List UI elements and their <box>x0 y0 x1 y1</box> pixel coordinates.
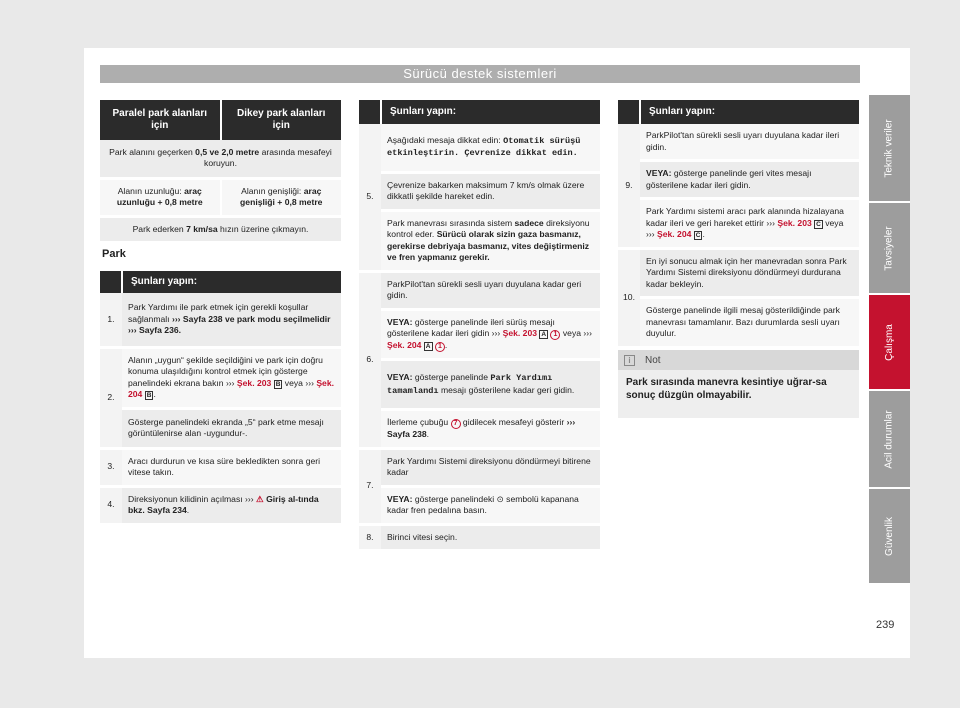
step-number: 1. <box>100 293 122 347</box>
steps-header: Şunları yapın: <box>640 100 859 124</box>
step-number: 5. <box>359 124 381 271</box>
tab-guvenlik[interactable]: Güvenlik <box>869 489 910 583</box>
step-text: VEYA: gösterge panelindeki ⊙ sembolü kapanana kadar fren pedalına basın. <box>381 486 600 524</box>
steps-table-2 <box>359 100 600 552</box>
step-number: 3. <box>100 448 122 486</box>
step-text: İlerleme çubuğu 7 gidilecek mesafeyi gösterir ››› Sayfa 238. <box>381 410 600 449</box>
park-heading: Park <box>102 248 126 260</box>
step-text: En iyi sonucu almak için her manevradan sonra Park Yardımı Sistemi direksiyonu döndürmeyi durdurana kadar bekleyin. <box>640 248 859 298</box>
step-text: VEYA: gösterge panelinde geri vites mesajı gösterilene kadar ileri gidin. <box>640 161 859 199</box>
step-text: Aşağıdaki mesaja dikkat edin: Otomatik sürüşü etkinleştirin. Çevrenize dikkat edin. <box>381 124 600 172</box>
width-cell: Alanın genişliği: araç genişliği + 0,8 metre <box>221 178 342 216</box>
length-cell: Alanın uzunluğu: araç uzunluğu + 0,8 metre <box>100 178 221 216</box>
park-space-table <box>100 100 341 244</box>
perpendicular-header: Dikey park alanları için <box>221 100 342 140</box>
warning-icon: ⚠ <box>256 493 264 504</box>
tab-teknik-veriler[interactable]: Teknik veriler <box>869 95 910 201</box>
note-box <box>618 350 859 418</box>
note-text: Park sırasında manevra kesintiye uğrar-sa sonuç düzgün olmayabilir. <box>626 377 827 401</box>
note-header <box>618 350 859 370</box>
step-text: Direksiyonun kilidinin açılması ››› ⚠ Giriş al-tında bkz. Sayfa 234. <box>122 486 341 524</box>
header-title: Sürücü destek sistemleri <box>403 66 557 81</box>
step-text: Park Yardımı Sistemi direksiyonu döndürmeyi bitirene kadar <box>381 448 600 486</box>
tab-calisma[interactable]: Çalışma <box>869 295 910 389</box>
step-number: 6. <box>359 271 381 448</box>
tab-tavsiyeler[interactable]: Tavsiyeler <box>869 203 910 293</box>
step-text: Aracı durdurun ve kısa süre bekledikten sonra geri vitese takın. <box>122 448 341 486</box>
page-number: 239 <box>876 619 895 631</box>
steps-table-3 <box>618 100 859 349</box>
step-text: Birinci vitesi seçin. <box>381 524 600 551</box>
page-header <box>100 65 860 83</box>
step-number: 7. <box>359 448 381 524</box>
step-text: Çevrenize bakarken maksimum 7 km/s olmak üzere dikkatli şekilde hareket edin. <box>381 172 600 210</box>
parallel-header: Paralel park alanları için <box>100 100 221 140</box>
tab-acil-durumlar[interactable]: Acil durumlar <box>869 391 910 487</box>
note-label: Not <box>645 354 661 366</box>
step-text: Gösterge panelindeki ekranda „5“ park etme mesajı görüntülenirse alan -uygundur-. <box>122 408 341 448</box>
step-number: 2. <box>100 347 122 448</box>
step-text: Park Yardımı ile park etmek için gerekli koşullar sağlanmalı ››› Sayfa 238 ve park modu seçilmelidir ››› Sayfa 236. <box>122 293 341 347</box>
step-text: Park Yardımı sistemi aracı park alanında hizalayana kadar ileri ve geri hareket ettirir ››› Şek. 203 C veya ››› Şek. 204 C . <box>640 199 859 249</box>
step-text: Alanın „uygun“ şekilde seçildiğini ve park için doğru konuma ulaşıldığını kontrol etmek için gösterge panelindeki ekrana bakın ››› Şek. 203 B veya ››› Şek. 204 B . <box>122 347 341 408</box>
step-text: VEYA: gösterge panelinde ileri sürüş mesajı gösterilene kadar ileri gidin ››› Şek. 203 A 1 veya ››› Şek. 204 A 1 . <box>381 309 600 360</box>
info-icon: i <box>624 355 635 366</box>
step-number: 9. <box>618 124 640 248</box>
step-number: 8. <box>359 524 381 551</box>
steps-table-1 <box>100 271 341 526</box>
speed-cell: Park ederken 7 km/sa hızın üzerine çıkmayın. <box>100 216 341 243</box>
step-text: VEYA: gösterge panelinde Park Yardımı tamamlandı mesajı gösterilene kadar geri gidin. <box>381 360 600 410</box>
step-number: 4. <box>100 486 122 524</box>
step-text: Gösterge panelinde ilgili mesaj gösterildiğinde park manevrası tamamlanır. Bazı durumlarda sesli uyarı duyulur. <box>640 298 859 348</box>
distance-cell: Park alanını geçerken 0,5 ve 2,0 metre arasında mesafeyi koruyun. <box>100 140 341 178</box>
steps-header: Şunları yapın: <box>122 271 341 293</box>
steps-header: Şunları yapın: <box>381 100 600 124</box>
step-text: ParkPilot'tan sürekli sesli uyarı duyulana kadar geri gidin. <box>381 271 600 309</box>
step-text: ParkPilot'tan sürekli sesli uyarı duyulana kadar ileri gidin. <box>640 124 859 161</box>
step-number: 10. <box>618 248 640 347</box>
step-text: Park manevrası sırasında sistem sadece direksiyonu kontrol eder. Sürücü olarak sizin gaza basmanız, gerekirse debriyaja basmanız, vites değiştirmeniz ve fren yapmanız gerekir. <box>381 210 600 271</box>
